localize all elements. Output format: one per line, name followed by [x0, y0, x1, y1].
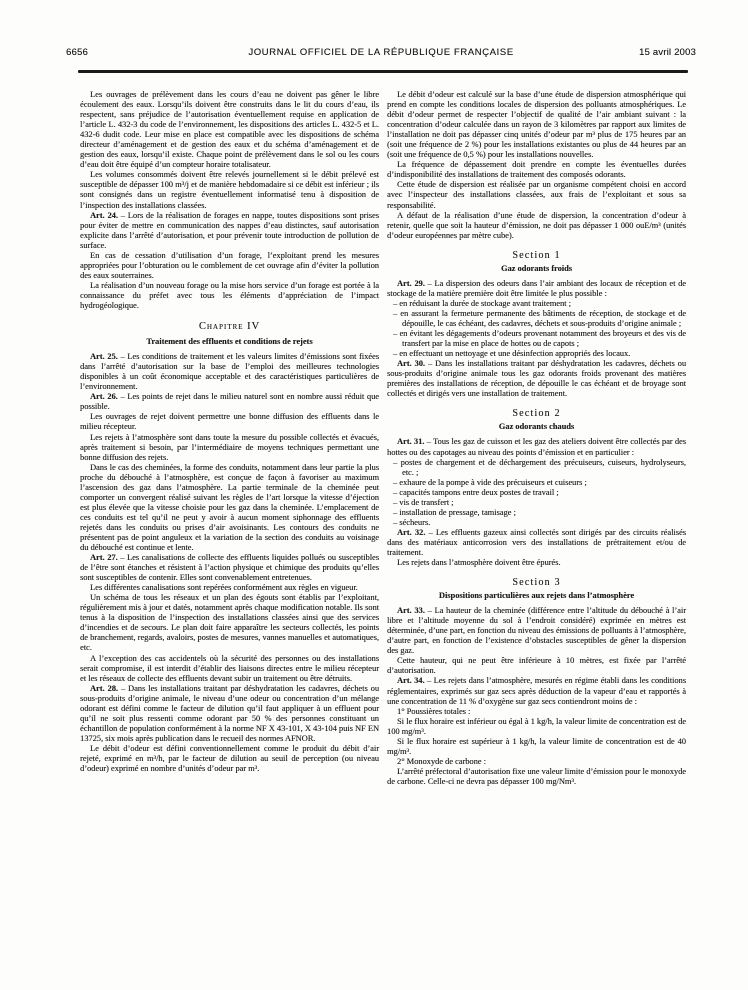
- page-header: [66, 47, 696, 58]
- paragraph: La réalisation d’un nouveau forage ou la mise hors service d’un forage est portée à la connaissance du préfet avec tous les éléments d’appréciation de l’impact hydrogéologique.: [80, 280, 379, 310]
- text-columns: [80, 90, 686, 787]
- section-title: Gaz odorants chauds: [498, 422, 575, 432]
- article-text: – Dans les installations traitant par déshydratation les cadavres, déchets ou sous-produits d’origine animale, le niveau d’une odeur ou concentration d’un mélange odorant est défini comme le facteur de dilution qu’il faut appliquer à un effluent pour qu’il ne soit plus ressenti comme odorant par 50 % des personnes constituant un échantillon de population conformément à la norme NF X 43-101, X 43-104 puis NF EN 13725, six mois après publication dans le recueil des normes AFNOR.: [80, 683, 380, 743]
- paragraph: Les ouvrages de rejet doivent permettre une bonne diffusion des effluents dans le milieu récepteur.: [80, 412, 379, 432]
- paragraph: Cette hauteur, qui ne peut être inférieure à 10 mètres, est fixée par l’arrêté d’autorisation.: [387, 656, 686, 676]
- article-label: Art. 32.: [397, 527, 426, 537]
- section-heading: Section 3: [512, 577, 561, 589]
- section-heading: Section 1: [512, 249, 561, 261]
- article-label: Art. 33.: [397, 606, 425, 616]
- list-item: – en évitant les dégagements d’odeurs provenant notamment des broyeurs et des vis de transfert par la mise en place de hottes ou de capots ;: [393, 329, 686, 349]
- paragraph: Les différentes canalisations sont repérées conformément aux règles en vigueur.: [90, 583, 358, 593]
- section-title: Dispositions particulières aux rejets dans l’atmosphère: [438, 591, 635, 601]
- chapter-heading: Chapitre IV: [198, 321, 261, 333]
- page-number: 6656: [66, 47, 88, 58]
- header-rule: [78, 70, 688, 73]
- paragraph: La fréquence de dépassement doit prendre en compte les éventuelles durées d’indisponibilité des installations de traitement des composés odorants.: [387, 160, 686, 180]
- paragraph: Le débit d’odeur est calculé sur la base d’une étude de dispersion atmosphérique qui prend en compte les conditions locales de dispersion des polluants atmosphériques. Le débit d’odeur permet de respecter l’objectif de qualité de l’air ambiant suivant : la concentration d’odeur calculée dans un rayon de 3 kilomètres par rapport aux limites de l’installation ne doit pas dépasser cinq unités d’odeur par m³ plus de 175 heures par an (soit une fréquence de 2 %) pour les installations existantes ou plus de 44 heures par an (soit une fréquence de 0,5 %) pour les installations nouvelles.: [387, 90, 686, 160]
- list-item: – capacités tampons entre deux postes de travail ;: [393, 487, 559, 497]
- list-item: – en effectuant un nettoyage et une désinfection appropriés des locaux.: [393, 349, 631, 359]
- paragraph: Si le flux horaire est supérieur à 1 kg/h, la valeur limite de concentration est de 40 mg/m³.: [387, 736, 686, 756]
- paragraph: 1° Poussières totales :: [397, 706, 471, 716]
- article-text: – Les conditions de traitement et les valeurs limites d’émissions sont fixées dans l’arrêté d’autorisation sur la base de l’emploi des meilleures technologies disponibles à un coût économique acceptable et des caractéristiques particulières de l’environnement.: [80, 352, 379, 392]
- list-item: – en réduisant la durée de stockage avant traitement ;: [393, 298, 571, 308]
- article-label: Art. 27.: [90, 553, 118, 563]
- article-text: – Les points de rejet dans le milieu naturel sont en nombre aussi réduit que possible.: [80, 392, 379, 412]
- issue-date: 15 avril 2003: [639, 47, 696, 58]
- paragraph: Dans le cas des cheminées, la forme des conduits, notamment dans leur partie la plus proche du débouché à l’atmosphère, est conçue de façon à favoriser au maximum l’ascension des gaz dans l’atmosphère. La partie terminale de la cheminée peut comporter un convergent réalisé suivant les règles de l’art lorsque la vitesse d’éjection est plus élevée que la vitesse choisie pour les gaz dans la cheminée. L’emplacement de ces conduits est tel qu’il ne peut y avoir à aucun moment siphonnage des effluents rejetés dans les conduits ou prises d’air avoisinants. Les contours des conduits ne présentent pas de point anguleux et la variation de la section des conduits au voisinage du débouché est continue et lente.: [80, 462, 379, 553]
- paragraph: Si le flux horaire est inférieur ou égal à 1 kg/h, la valeur limite de concentration est de 100 mg/m³.: [387, 716, 686, 736]
- article-29: [387, 279, 686, 299]
- article-label: Art. 28.: [90, 683, 119, 693]
- paragraph: Le débit d’odeur est défini conventionnellement comme le produit du débit d’air rejeté, exprimé en m³/h, par le facteur de dilution au seuil de perception (ou niveau d’odeur) exprimé en nombre d’unités d’odeur par m³.: [80, 743, 379, 774]
- section-heading: Section 2: [512, 408, 561, 420]
- article-28: [80, 684, 379, 744]
- paragraph: Les rejets dans l’atmosphère doivent être épurés.: [397, 558, 561, 568]
- list-item: – en assurant la fermeture permanente des bâtiments de réception, de stockage et de dépouille, le cas échéant, des cadavres, déchets et sous-produits d’origine animale ;: [393, 308, 686, 328]
- paragraph: Cette étude de dispersion est réalisée par un organisme compétent choisi en accord avec l’inspecteur des installations classées, aux frais de l’exploitant et sous sa responsabilité.: [387, 180, 686, 210]
- journal-title: JOURNAL OFFICIEL DE LA RÉPUBLIQUE FRANÇAISE: [248, 47, 514, 58]
- article-26: [80, 392, 379, 412]
- article-33: [387, 606, 686, 656]
- paragraph: Les volumes consommés doivent être relevés journellement si le débit prélevé est susceptible de dépasser 100 m³/j et de manière hebdomadaire si ce débit est inférieur ; ils sont consignés dans un registre éventuellement informatisé tenu à disposition de l’inspection des installations classées.: [80, 170, 379, 210]
- list-item: – vis de transfert ;: [393, 497, 454, 507]
- article-text: – Les canalisations de collecte des effluents liquides pollués ou susceptibles de l’être sont étanches et résistent à l’action physique et chimique des produits qu’elles sont susceptibles de contenir. Elles sont convenablement entretenues.: [80, 553, 379, 583]
- paragraph: En cas de cessation d’utilisation d’un forage, l’exploitant prend les mesures appropriées pour l’obturation ou le comblement de cet ouvrage afin d’éviter la pollution des eaux souterraines.: [80, 250, 379, 280]
- list-item: – postes de chargement et de déchargement des précuiseurs, cuiseurs, hydrolyseurs, etc. ;: [393, 457, 686, 477]
- section-title: Traitement des effluents et conditions de rejets: [146, 337, 313, 347]
- article-34: [387, 676, 686, 706]
- list-item: – installation de pressage, tamisage ;: [393, 507, 516, 517]
- article-text: – Dans les installations traitant par déshydratation les cadavres, déchets ou sous-produits d’origine animale tous les gaz odorants froids provenant des matières premières des installations de réception, de dépouille le cas échéant et de broyage sont collectés et dirigés vers une installation de traitement.: [387, 359, 687, 399]
- article-text: – Lors de la réalisation de forages en nappe, toutes dispositions sont prises pour éviter de mettre en communication des nappes d’eau distinctes, sauf autorisation explicite dans l’arrêté d’autorisation, et pour prévenir toute introduction de pollution de surface.: [80, 210, 380, 250]
- article-text: – La hauteur de la cheminée (différence entre l’altitude du débouché à l’air libre et l’altitude moyenne du sol à l’endroit considéré) exprimée en mètres est déterminée, d’une part, en fonction du niveau des émissions de polluants à l’atmosphère, d’autre part, en fonction de l’existence d’obstacles susceptibles de gêner la dispersion des gaz.: [387, 606, 687, 656]
- paragraph: L’arrêté préfectoral d’autorisation fixe une valeur limite d’émission pour le monoxyde de carbone. Celle-ci ne devra pas dépasser 100 mg/Nm³.: [387, 766, 686, 786]
- article-text: – La dispersion des odeurs dans l’air ambiant des locaux de réception et de stockage de la matière première doit être limitée le plus possible :: [387, 278, 687, 298]
- article-25: [80, 352, 379, 392]
- paragraph: Les rejets à l’atmosphère sont dans toute la mesure du possible collectés et évacués, après traitement si besoin, par l’intermédiaire de moyens techniques permettant une bonne diffusion des rejets.: [80, 432, 379, 462]
- article-32: [387, 528, 686, 558]
- list-item: – exhaure de la pompe à vide des précuiseurs et cuiseurs ;: [393, 477, 587, 487]
- article-text: – Tous les gaz de cuisson et les gaz des ateliers doivent être collectés par des hottes ou des capotages au niveau des points d’émission et en particulier :: [387, 437, 687, 457]
- list-item: – sécheurs.: [393, 517, 431, 527]
- paragraph: Un schéma de tous les réseaux et un plan des égouts sont établis par l’exploitant, régulièrement mis à jour et datés, notamment après chaque modification notable. Ils sont tenus à la disposition de l’inspection des installations classées ainsi que des services d’incendies et de secours. Le plan doit faire apparaître les secteurs collectés, les points de branchement, regards, avaloirs, postes de mesures, vannes manuelles et automatiques, etc.: [80, 593, 379, 653]
- article-label: Art. 26.: [90, 392, 118, 402]
- article-text: – Les rejets dans l’atmosphère, mesurés en régime établi dans les conditions réglementaires, exprimés sur gaz secs après déduction de la vapeur d’eau et rapportés à une concentration de 11 % d’oxygène sur gaz secs contiendront moins de :: [387, 676, 686, 706]
- article-label: Art. 31.: [397, 437, 425, 447]
- article-label: Art. 29.: [397, 278, 425, 288]
- article-label: Art. 34.: [397, 676, 425, 686]
- section-title: Gaz odorants froids: [500, 263, 573, 273]
- right-column: [387, 90, 686, 787]
- article-label: Art. 30.: [397, 359, 426, 369]
- paragraph: 2° Monoxyde de carbone :: [397, 756, 486, 766]
- paragraph: Les ouvrages de prélèvement dans les cours d’eau ne doivent pas gêner le libre écoulement des eaux. Lorsqu’ils doivent être construits dans le lit du cours d’eau, ils respectent, sans préjudice de l’autorisation éventuellement requise en application de l’article L. 432-3 du code de l’environnement, les dispositions des articles L. 432-5 et L. 432-6 dudit code. Leur mise en place est compatible avec les dispositions de schéma directeur d’aménagement et de gestion des eaux et du schéma d’aménagement et de gestion des eaux, lorsqu’il existe. Chaque point de prélèvement dans le sol ou les cours d’eau doit être équipé d’un compteur horaire totalisateur.: [80, 90, 379, 170]
- article-label: Art. 24.: [90, 210, 118, 220]
- article-text: – Les effluents gazeux ainsi collectés sont dirigés par des circuits réalisés dans des matériaux anticorrosion vers des installations de prétraitement et/ou de traitement.: [387, 527, 686, 557]
- article-label: Art. 25.: [90, 352, 118, 362]
- article-27: [80, 553, 379, 583]
- article-31: [387, 437, 686, 457]
- paragraph: A défaut de la réalisation d’une étude de dispersion, la concentration d’odeur à retenir, quelle que soit la hauteur d’émission, ne doit pas dépasser 1 000 ouE/m³ (unités d’odeur européennes par mètre cube).: [387, 210, 686, 240]
- article-24: [80, 211, 379, 251]
- article-30: [387, 359, 686, 399]
- left-column: [80, 90, 379, 787]
- paragraph: A l’exception des cas accidentels où la sécurité des personnes ou des installations serait compromise, il est interdit d’établir des liaisons directes entre le milieu récepteur et les réseaux de collecte des effluents devant subir un traitement ou être détruits.: [80, 653, 379, 683]
